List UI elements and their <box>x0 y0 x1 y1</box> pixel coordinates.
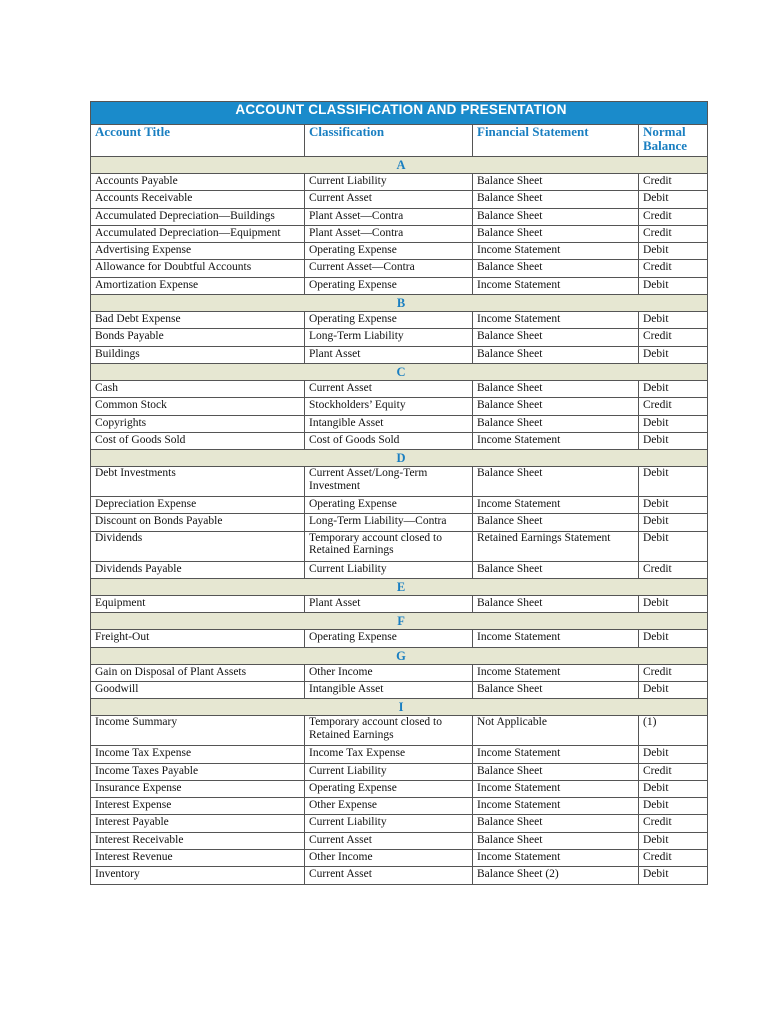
normal-balance-cell: Debit <box>639 432 708 449</box>
normal-balance-cell: Credit <box>639 815 708 832</box>
financial-statement-cell: Balance Sheet <box>473 260 639 277</box>
table-row <box>91 561 708 578</box>
letter-group-row <box>91 450 708 467</box>
normal-balance-cell: Debit <box>639 681 708 698</box>
table-row <box>91 380 708 397</box>
classification-cell: Stockholders’ Equity <box>305 398 473 415</box>
account-title-cell: Equipment <box>91 596 305 613</box>
table-row <box>91 850 708 867</box>
normal-balance-cell: Debit <box>639 277 708 294</box>
classification-cell: Long-Term Liability—Contra <box>305 514 473 531</box>
normal-balance-cell: Debit <box>639 312 708 329</box>
normal-balance-cell: Debit <box>639 415 708 432</box>
account-title-cell: Accumulated Depreciation—Equipment <box>91 225 305 242</box>
table-row <box>91 531 708 561</box>
classification-cell: Current Asset <box>305 191 473 208</box>
financial-statement-cell: Balance Sheet <box>473 561 639 578</box>
normal-balance-cell: Credit <box>639 561 708 578</box>
financial-statement-cell: Balance Sheet <box>473 763 639 780</box>
classification-cell: Current Liability <box>305 174 473 191</box>
classification-cell: Current Liability <box>305 815 473 832</box>
normal-balance-cell: Debit <box>639 780 708 797</box>
account-title-cell: Interest Expense <box>91 798 305 815</box>
table-row <box>91 664 708 681</box>
account-title-cell: Gain on Disposal of Plant Assets <box>91 664 305 681</box>
financial-statement-cell: Balance Sheet <box>473 191 639 208</box>
classification-cell: Operating Expense <box>305 630 473 647</box>
financial-statement-cell: Income Statement <box>473 312 639 329</box>
normal-balance-cell: Credit <box>639 329 708 346</box>
account-title-cell: Cost of Goods Sold <box>91 432 305 449</box>
normal-balance-cell: Debit <box>639 191 708 208</box>
financial-statement-cell: Balance Sheet <box>473 832 639 849</box>
account-title-cell: Freight-Out <box>91 630 305 647</box>
account-title-cell: Bad Debt Expense <box>91 312 305 329</box>
account-title-cell: Interest Payable <box>91 815 305 832</box>
table-row <box>91 763 708 780</box>
account-title-cell: Accounts Payable <box>91 174 305 191</box>
account-title-cell: Bonds Payable <box>91 329 305 346</box>
financial-statement-cell: Balance Sheet (2) <box>473 867 639 884</box>
account-title-cell: Common Stock <box>91 398 305 415</box>
classification-cell: Current Asset <box>305 832 473 849</box>
normal-balance-cell: Debit <box>639 867 708 884</box>
financial-statement-cell: Income Statement <box>473 277 639 294</box>
letter-group-row <box>91 699 708 716</box>
classification-cell: Operating Expense <box>305 243 473 260</box>
financial-statement-cell: Balance Sheet <box>473 174 639 191</box>
table-row <box>91 225 708 242</box>
financial-statement-cell: Income Statement <box>473 850 639 867</box>
financial-statement-cell: Balance Sheet <box>473 815 639 832</box>
normal-balance-cell: Debit <box>639 596 708 613</box>
letter-group-label: E <box>91 579 708 596</box>
account-title-cell: Goodwill <box>91 681 305 698</box>
classification-cell: Current Asset—Contra <box>305 260 473 277</box>
table-row <box>91 514 708 531</box>
account-title-cell: Interest Receivable <box>91 832 305 849</box>
table-row <box>91 191 708 208</box>
classification-cell: Operating Expense <box>305 277 473 294</box>
table-row <box>91 798 708 815</box>
classification-cell: Plant Asset—Contra <box>305 225 473 242</box>
account-title-cell: Dividends Payable <box>91 561 305 578</box>
classification-cell: Operating Expense <box>305 312 473 329</box>
normal-balance-cell: Debit <box>639 497 708 514</box>
financial-statement-cell: Income Statement <box>473 497 639 514</box>
financial-statement-cell: Balance Sheet <box>473 380 639 397</box>
classification-cell: Intangible Asset <box>305 681 473 698</box>
letter-group-label: G <box>91 647 708 664</box>
account-title-cell: Accumulated Depreciation—Buildings <box>91 208 305 225</box>
classification-cell: Long-Term Liability <box>305 329 473 346</box>
table-row <box>91 716 708 746</box>
classification-cell: Temporary account closed to Retained Earnings <box>305 531 473 561</box>
financial-statement-cell: Balance Sheet <box>473 467 639 497</box>
normal-balance-cell: Debit <box>639 346 708 363</box>
account-title-cell: Insurance Expense <box>91 780 305 797</box>
table-title-row <box>91 102 708 125</box>
normal-balance-cell: Credit <box>639 664 708 681</box>
financial-statement-cell: Balance Sheet <box>473 346 639 363</box>
letter-group-label: C <box>91 363 708 380</box>
account-title-cell: Discount on Bonds Payable <box>91 514 305 531</box>
normal-balance-cell: Debit <box>639 630 708 647</box>
classification-cell: Current Liability <box>305 561 473 578</box>
classification-cell: Other Expense <box>305 798 473 815</box>
account-classification-table <box>90 101 708 885</box>
table-row <box>91 815 708 832</box>
classification-cell: Current Asset <box>305 380 473 397</box>
account-title-cell: Buildings <box>91 346 305 363</box>
table-row <box>91 346 708 363</box>
classification-cell: Plant Asset <box>305 346 473 363</box>
classification-cell: Plant Asset—Contra <box>305 208 473 225</box>
classification-cell: Current Asset <box>305 867 473 884</box>
classification-cell: Other Income <box>305 850 473 867</box>
account-title-cell: Accounts Receivable <box>91 191 305 208</box>
account-title-cell: Income Tax Expense <box>91 746 305 763</box>
normal-balance-cell: Credit <box>639 850 708 867</box>
table-row <box>91 432 708 449</box>
financial-statement-cell: Retained Earnings Statement <box>473 531 639 561</box>
letter-group-row <box>91 363 708 380</box>
table-body <box>91 157 708 885</box>
financial-statement-cell: Not Applicable <box>473 716 639 746</box>
account-title-cell: Cash <box>91 380 305 397</box>
account-title-cell: Income Taxes Payable <box>91 763 305 780</box>
financial-statement-cell: Balance Sheet <box>473 514 639 531</box>
financial-statement-cell: Balance Sheet <box>473 681 639 698</box>
account-title-cell: Inventory <box>91 867 305 884</box>
table-row <box>91 467 708 497</box>
table-row <box>91 312 708 329</box>
table-row <box>91 208 708 225</box>
financial-statement-cell: Income Statement <box>473 243 639 260</box>
financial-statement-cell: Income Statement <box>473 630 639 647</box>
account-title-cell: Depreciation Expense <box>91 497 305 514</box>
normal-balance-cell: Debit <box>639 380 708 397</box>
financial-statement-cell: Income Statement <box>473 664 639 681</box>
normal-balance-cell: Debit <box>639 531 708 561</box>
financial-statement-cell: Balance Sheet <box>473 398 639 415</box>
table-row <box>91 260 708 277</box>
table-row <box>91 867 708 884</box>
letter-group-label: I <box>91 699 708 716</box>
classification-cell: Intangible Asset <box>305 415 473 432</box>
table-row <box>91 243 708 260</box>
header-financial-statement: Financial Statement <box>473 125 639 157</box>
header-account-title: Account Title <box>91 125 305 157</box>
financial-statement-cell: Balance Sheet <box>473 415 639 432</box>
letter-group-row <box>91 295 708 312</box>
normal-balance-cell: Debit <box>639 832 708 849</box>
table-row <box>91 780 708 797</box>
letter-group-row <box>91 579 708 596</box>
table-row <box>91 832 708 849</box>
table-row <box>91 497 708 514</box>
normal-balance-cell: Credit <box>639 174 708 191</box>
table-row <box>91 398 708 415</box>
classification-cell: Cost of Goods Sold <box>305 432 473 449</box>
header-classification: Classification <box>305 125 473 157</box>
account-title-cell: Amortization Expense <box>91 277 305 294</box>
financial-statement-cell: Balance Sheet <box>473 208 639 225</box>
classification-cell: Current Asset/Long-Term Investment <box>305 467 473 497</box>
normal-balance-cell: Credit <box>639 763 708 780</box>
table-row <box>91 174 708 191</box>
table-row <box>91 415 708 432</box>
normal-balance-cell: Debit <box>639 798 708 815</box>
normal-balance-cell: Credit <box>639 260 708 277</box>
table-row <box>91 630 708 647</box>
letter-group-row <box>91 613 708 630</box>
financial-statement-cell: Income Statement <box>473 780 639 797</box>
financial-statement-cell: Balance Sheet <box>473 225 639 242</box>
normal-balance-cell: Credit <box>639 398 708 415</box>
table-row <box>91 746 708 763</box>
classification-cell: Current Liability <box>305 763 473 780</box>
letter-group-label: B <box>91 295 708 312</box>
column-header-row <box>91 125 708 157</box>
account-title-cell: Dividends <box>91 531 305 561</box>
letter-group-row <box>91 647 708 664</box>
normal-balance-cell: (1) <box>639 716 708 746</box>
table-row <box>91 681 708 698</box>
normal-balance-cell: Debit <box>639 514 708 531</box>
normal-balance-cell: Credit <box>639 225 708 242</box>
letter-group-label: A <box>91 157 708 174</box>
classification-cell: Other Income <box>305 664 473 681</box>
table-row <box>91 329 708 346</box>
normal-balance-cell: Debit <box>639 243 708 260</box>
normal-balance-cell: Debit <box>639 467 708 497</box>
classification-cell: Operating Expense <box>305 497 473 514</box>
classification-cell: Income Tax Expense <box>305 746 473 763</box>
account-title-cell: Debt Investments <box>91 467 305 497</box>
normal-balance-cell: Debit <box>639 746 708 763</box>
table-title: ACCOUNT CLASSIFICATION AND PRESENTATION <box>91 102 708 125</box>
letter-group-row <box>91 157 708 174</box>
financial-statement-cell: Income Statement <box>473 432 639 449</box>
account-title-cell: Income Summary <box>91 716 305 746</box>
letter-group-label: F <box>91 613 708 630</box>
account-title-cell: Copyrights <box>91 415 305 432</box>
account-title-cell: Advertising Expense <box>91 243 305 260</box>
financial-statement-cell: Income Statement <box>473 746 639 763</box>
header-normal-balance: Normal Balance <box>639 125 708 157</box>
account-title-cell: Interest Revenue <box>91 850 305 867</box>
classification-cell: Temporary account closed to Retained Earnings <box>305 716 473 746</box>
table-row <box>91 596 708 613</box>
financial-statement-cell: Balance Sheet <box>473 596 639 613</box>
classification-cell: Operating Expense <box>305 780 473 797</box>
table-row <box>91 277 708 294</box>
letter-group-label: D <box>91 450 708 467</box>
normal-balance-cell: Credit <box>639 208 708 225</box>
financial-statement-cell: Income Statement <box>473 798 639 815</box>
classification-cell: Plant Asset <box>305 596 473 613</box>
account-title-cell: Allowance for Doubtful Accounts <box>91 260 305 277</box>
financial-statement-cell: Balance Sheet <box>473 329 639 346</box>
